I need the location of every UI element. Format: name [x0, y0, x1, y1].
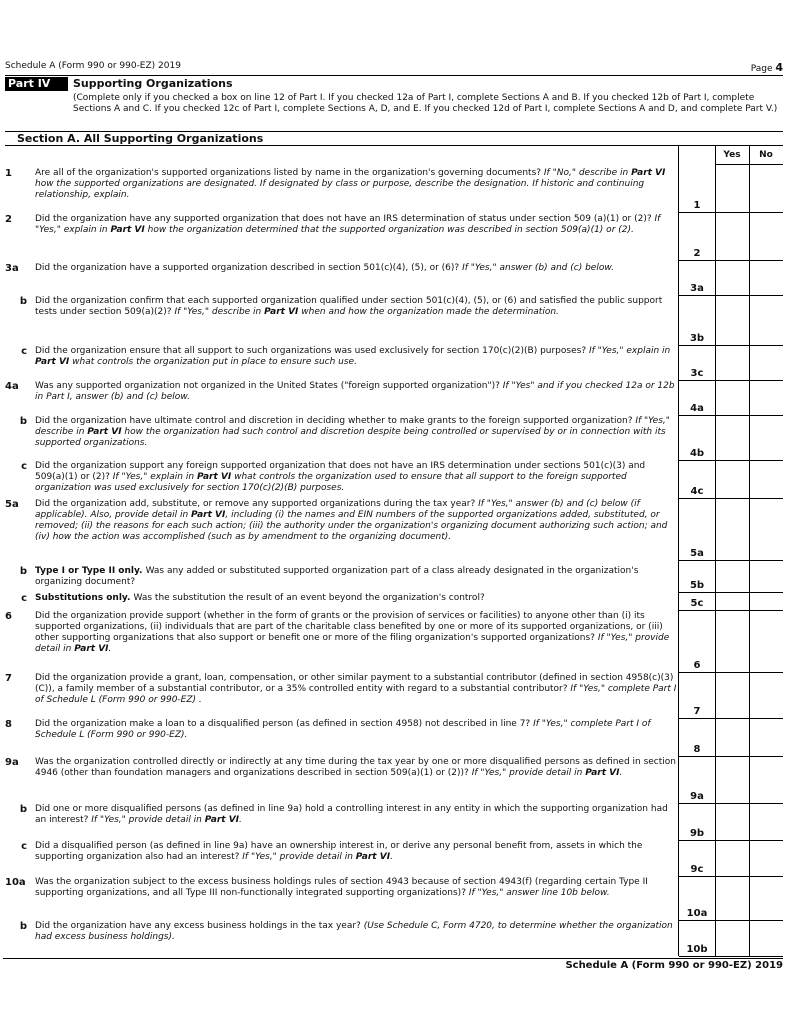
question-bold-lead: Type I or Type II only.: [35, 566, 146, 576]
answer-row: [679, 757, 783, 804]
yes-checkbox[interactable]: [715, 757, 749, 803]
no-checkbox[interactable]: [749, 877, 783, 920]
no-checkbox[interactable]: [749, 416, 783, 460]
question-body: Was the substitution the result of an event beyond the organization's control?: [133, 593, 485, 603]
yes-checkbox[interactable]: [715, 416, 749, 460]
yes-checkbox[interactable]: [715, 593, 749, 610]
line-number: 3b: [689, 333, 705, 344]
question-instruction: If "Yes" and if you checked 12a or 12b in Part I, answer (b) and (c) below.: [35, 381, 675, 402]
question-number: 1: [5, 168, 12, 179]
no-checkbox[interactable]: [749, 499, 783, 560]
question-number: 10a: [5, 877, 26, 888]
line-number: 4a: [690, 403, 704, 414]
yes-checkbox[interactable]: [715, 461, 749, 498]
question-text: [35, 673, 677, 706]
part-instructions: (Complete only if you checked a box on line 12 of Part I. If you checked 12a of Part I, complete Sections A and B. If you checked 12b of Part I, complete Sections A and C. If you checked 12c of Part I, complete Sections A, D, and E. If you checked 12d of Part I, complete Sections A and D, and complete Part V.): [73, 93, 778, 114]
line-number: 4b: [689, 448, 705, 459]
question-instruction: If "Yes," explain in Part VI what controls the organization used to ensure that all support to the foreign supported organization was used exclusively for section 170(c)(2)(B) purposes.: [35, 472, 627, 493]
line-number: 9a: [690, 791, 704, 802]
question-instruction: If "Yes," answer (b) and (c) below (if applicable). Also, provide detail in Part VI, including (i) the names and EIN numbers of the supported organizations added, substituted, or removed; (ii) the reasons for each such action; (iii) the authority under the organization's organizing document authorizing such action; and (iv) how the action was accomplished (such as by amendment to the organizing document).: [35, 499, 668, 542]
question-number: b: [19, 804, 27, 815]
yes-checkbox[interactable]: [715, 168, 749, 212]
no-checkbox[interactable]: [749, 804, 783, 840]
question-instruction: If "Yes," provide detail in Part VI.: [242, 852, 393, 862]
no-checkbox[interactable]: [749, 346, 783, 380]
no-checkbox[interactable]: [749, 214, 783, 260]
question-number: b: [19, 921, 27, 932]
line-number: 5b: [689, 580, 705, 591]
part-title: Supporting Organizations: [73, 77, 233, 90]
question-text: [35, 877, 677, 899]
yes-checkbox[interactable]: [715, 921, 749, 956]
no-checkbox[interactable]: [749, 263, 783, 295]
question-instruction: If "Yes," describe in Part VI how the organization had such control and discretion despite being controlled or supervised by or in connection with its supported organizations.: [35, 416, 670, 448]
question-body: Are all of the organization's supported organizations listed by name in the organization's governing documents?: [35, 168, 544, 178]
question-instruction: (Use Schedule C, Form 4720, to determine whether the organization had excess business holdings).: [35, 921, 673, 942]
question-instruction: If "Yes," describe in Part VI when and how the organization made the determination.: [174, 307, 559, 317]
question-instruction: If "Yes," explain in Part VI how the organization determined that the supported organization was described in section 509(a)(1) or (2).: [35, 214, 661, 235]
no-checkbox[interactable]: [749, 593, 783, 610]
question-instruction: If "Yes," complete Part I of Schedule L (Form 990 or 990-EZ).: [35, 719, 651, 740]
question-number: 7: [5, 673, 12, 684]
line-number: 10b: [686, 944, 708, 955]
yes-checkbox[interactable]: [715, 346, 749, 380]
answer-row: [679, 168, 783, 213]
question-instruction: If "Yes," answer line 10b below.: [468, 888, 610, 898]
question-text: [35, 593, 677, 604]
line-number: 9c: [690, 864, 704, 875]
question-number: 2: [5, 214, 12, 225]
yes-checkbox[interactable]: [715, 841, 749, 876]
question-text: [35, 611, 677, 655]
question-instruction: If "Yes," provide detail in Part VI.: [35, 633, 670, 654]
line-number: 2: [693, 248, 701, 259]
question-bold-lead: Substitutions only.: [35, 593, 134, 603]
answer-row: [679, 921, 783, 957]
yes-checkbox[interactable]: [715, 214, 749, 260]
yes-checkbox[interactable]: [715, 877, 749, 920]
line-number: 7: [693, 706, 701, 717]
question-text: [35, 841, 677, 863]
question-number: b: [19, 296, 27, 307]
page-number-label: Page 4: [750, 61, 783, 74]
answer-row: [679, 673, 783, 719]
no-checkbox[interactable]: [749, 921, 783, 956]
answer-row: [679, 296, 783, 346]
question-text: [35, 461, 677, 494]
question-instruction: If "Yes," explain in Part VI what controls the organization put in place to ensure such use.: [35, 346, 671, 367]
question-body: Was any added or substituted supported organization part of a class already designated in the organization's organizing document?: [35, 566, 639, 587]
question-text: [35, 499, 677, 543]
question-text: [35, 263, 677, 274]
question-number: 5a: [5, 499, 19, 510]
question-body: Did the organization have ultimate control and discretion in deciding whether to make grants to the foreign supported organization?: [35, 416, 636, 426]
answer-row: [679, 841, 783, 877]
page-number: 4: [775, 61, 783, 74]
question-text: [35, 416, 677, 449]
question-text: [35, 566, 677, 588]
yes-checkbox[interactable]: [715, 296, 749, 345]
answer-row: [679, 593, 783, 611]
line-number: 3c: [690, 368, 704, 379]
form-title: Schedule A (Form 990 or 990-EZ) 2019: [5, 61, 181, 71]
line-number: 4c: [690, 486, 704, 497]
question-number: 3a: [5, 263, 19, 274]
no-checkbox[interactable]: [749, 673, 783, 718]
answer-row: [679, 877, 783, 921]
question-body: Did the organization provide a grant, loan, compensation, or other similar payment to a substantial contributor (defined in section 4958(c)(3)(C)), a family member of a substantial contributor, or a 35% controlled entity with regard to a substantial contributor?: [35, 673, 674, 694]
no-checkbox[interactable]: [749, 381, 783, 415]
page-header: [5, 61, 783, 76]
question-number: c: [21, 461, 27, 472]
answer-row: [679, 611, 783, 673]
question-body: Did one or more disqualified persons (as defined in line 9a) hold a controlling interest in any entity in which the supporting organization had an interest?: [35, 804, 668, 825]
question-text: [35, 296, 677, 318]
question-body: Did the organization have any excess business holdings in the tax year?: [35, 921, 364, 931]
no-checkbox[interactable]: [749, 566, 783, 592]
yes-checkbox[interactable]: [715, 719, 749, 756]
line-number: 3a: [690, 283, 704, 294]
page-footer: Schedule A (Form 990 or 990-EZ) 2019: [3, 958, 783, 971]
question-text: [35, 719, 677, 741]
yes-checkbox[interactable]: [715, 611, 749, 672]
question-body: Was the organization controlled directly or indirectly at any time during the tax year by one or more disqualified persons as defined in section 4946 (other than foundation managers and organizations described in section 509(a)(1) or (2))?: [35, 757, 676, 778]
no-checkbox[interactable]: [749, 296, 783, 345]
question-body: Was any supported organization not organized in the United States ("foreign supported organization")?: [35, 381, 503, 391]
question-text: [35, 214, 677, 236]
line-number: 10a: [686, 908, 708, 919]
line-number: 5a: [690, 548, 704, 559]
line-number: 6: [693, 660, 701, 671]
line-number: 8: [693, 744, 701, 755]
line-number: 9b: [689, 828, 705, 839]
answer-row: [679, 461, 783, 499]
question-instruction: If "Yes," provide detail in Part VI.: [91, 815, 242, 825]
no-checkbox[interactable]: [749, 461, 783, 498]
answer-row: [679, 804, 783, 841]
answer-row: [679, 416, 783, 461]
question-number: 4a: [5, 381, 19, 392]
question-number: 9a: [5, 757, 19, 768]
answer-row: [679, 346, 783, 381]
question-body: Did the organization support any foreign supported organization that does not have an IRS determination under sections 501(c)(3) and 509(a)(1) or (2)?: [35, 461, 646, 482]
question-body: Did the organization provide support (whether in the form of grants or the provision of services or facilities) to anyone other than (i) its supported organizations, (ii) individuals that are part of the charitable class benefited by one or more of its supported organizations, or (iii) other supporting organizations that also support or benefit one or more of the filing organization's supported organizations?: [35, 611, 663, 643]
question-instruction: If "Yes," provide detail in Part VI.: [471, 768, 623, 778]
question-text: [35, 381, 677, 403]
question-text: [35, 168, 677, 201]
question-text: [35, 804, 677, 826]
question-body: Did the organization confirm that each supported organization qualified under section 501(c)(4), (5), or (6) and satisfied the public support tests under section 509(a)(2)?: [35, 296, 663, 317]
question-text: [35, 757, 677, 779]
answer-row: [679, 499, 783, 561]
section-title: Section A. All Supporting Organizations: [5, 131, 783, 146]
question-body: Was the organization subject to the excess business holdings rules of section 4943 because of section 4943(f) (regarding certain Type II supporting organizations, and all Type III non-functionally integrated supporting organizations)?: [35, 877, 648, 898]
question-body: Did the organization ensure that all support to such organizations was used exclusively for section 170(c)(2)(B) purposes?: [35, 346, 589, 356]
question-instruction: If "Yes," answer (b) and (c) below.: [462, 263, 614, 273]
question-number: c: [21, 593, 27, 604]
answer-row: [679, 263, 783, 296]
yes-checkbox[interactable]: [715, 381, 749, 415]
question-number: 6: [5, 611, 12, 622]
question-body: Did the organization have a supported organization described in section 501(c)(4), (5), or (6)?: [35, 263, 463, 273]
question-instruction: If "No," describe in Part VI how the supported organizations are designated. If designated by class or purpose, describe the designation. If historic and continuing relationship, explain.: [35, 168, 666, 200]
answer-row: [679, 566, 783, 593]
no-checkbox[interactable]: [749, 168, 783, 212]
yes-checkbox[interactable]: [715, 499, 749, 560]
question-body: Did the organization make a loan to a disqualified person (as defined in section 4958) not described in line 7?: [35, 719, 534, 729]
no-checkbox[interactable]: [749, 757, 783, 803]
answer-row: [679, 214, 783, 261]
question-number: b: [19, 566, 27, 577]
question-body: Did a disqualified person (as defined in line 9a) have an ownership interest in, or derive any personal benefit from, assets in which the supporting organization also had an interest?: [35, 841, 643, 862]
yes-checkbox[interactable]: [715, 263, 749, 295]
line-number: 1: [693, 200, 701, 211]
question-number: c: [21, 346, 27, 357]
question-text: [35, 921, 677, 943]
question-number: b: [19, 416, 27, 427]
yes-checkbox[interactable]: [715, 673, 749, 718]
answer-grid: [678, 146, 783, 956]
no-column-header: No: [749, 146, 783, 165]
no-checkbox[interactable]: [749, 841, 783, 876]
line-number: 5c: [690, 598, 704, 609]
question-body: Did the organization have any supported organization that does not have an IRS determination of status under section 509 (a)(1) or (2)?: [35, 214, 655, 224]
question-instruction: If "Yes," complete Part I of Schedule L (Form 990 or 990-EZ) .: [35, 684, 677, 705]
answer-row: [679, 381, 783, 416]
answer-row: [679, 719, 783, 757]
question-number: c: [21, 841, 27, 852]
question-body: Did the organization add, substitute, or remove any supported organizations during the tax year?: [35, 499, 479, 509]
question-number: 8: [5, 719, 12, 730]
yes-checkbox[interactable]: [715, 804, 749, 840]
no-checkbox[interactable]: [749, 719, 783, 756]
yes-column-header: Yes: [715, 146, 749, 165]
no-checkbox[interactable]: [749, 611, 783, 672]
part-label: Part IV: [5, 77, 68, 91]
question-text: [35, 346, 677, 368]
yes-checkbox[interactable]: [715, 566, 749, 592]
